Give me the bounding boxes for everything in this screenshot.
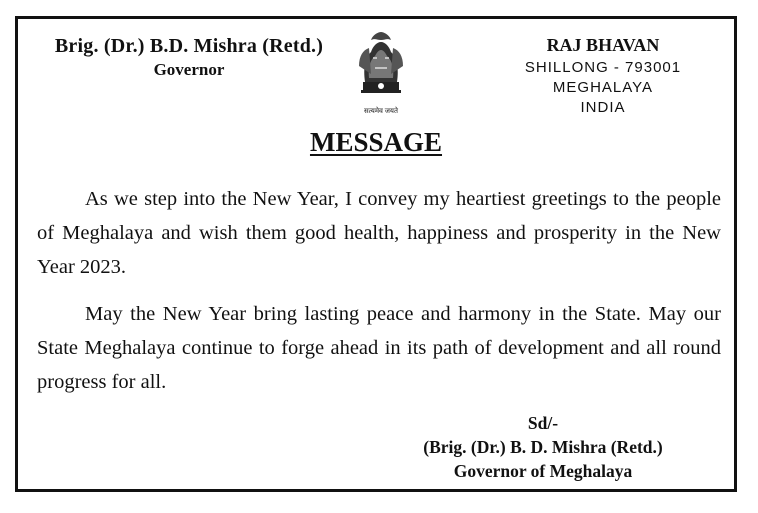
signature-block: [398, 411, 688, 483]
signature-mark: Sd/-: [527, 413, 559, 433]
sender-name: Brig. (Dr.) B.D. Mishra (Retd.): [54, 35, 324, 57]
emblem-motto: सत्यमेव जयते: [364, 107, 398, 115]
address-line: SHILLONG - 793001: [524, 59, 682, 76]
state-emblem-icon: [351, 28, 411, 114]
sender-title: Governor: [153, 60, 225, 79]
letter-frame: [15, 16, 737, 492]
sender-block: [34, 35, 344, 80]
message-paragraph: May the New Year bring lasting peace and harmony in the State. May our State Meghalaya continue to forge ahead in its path of development and all round progress for all.: [37, 303, 721, 393]
signatory-name: (Brig. (Dr.) B. D. Mishra (Retd.): [423, 437, 663, 457]
address-block: [498, 35, 708, 116]
message-heading: MESSAGE: [309, 127, 443, 157]
office-name: RAJ BHAVAN: [546, 35, 660, 55]
address-line: INDIA: [580, 99, 626, 116]
signatory-designation: Governor of Meghalaya: [453, 461, 633, 481]
address-line: MEGHALAYA: [552, 79, 654, 96]
message-paragraph: As we step into the New Year, I convey my heartiest greetings to the people of Meghalaya and wish them good health, happiness and prosperity in the New Year 2023.: [37, 188, 721, 278]
